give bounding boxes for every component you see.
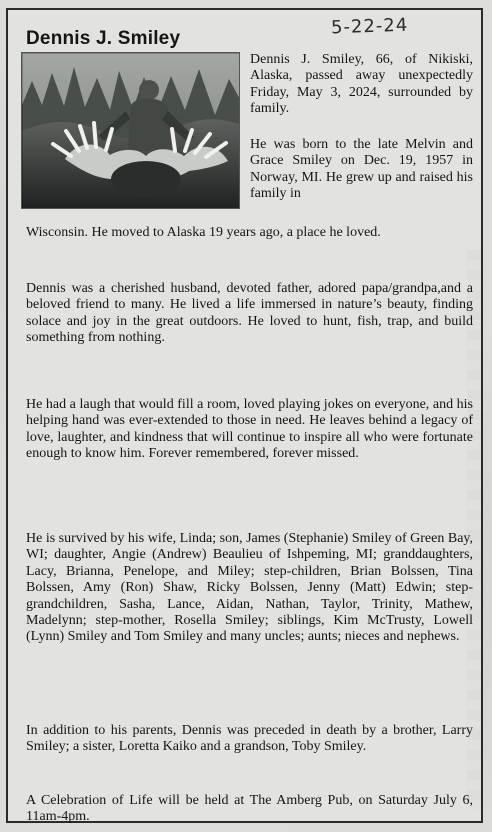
birth-paragraph-bottom: Wisconsin. He moved to Alaska 19 years ago, a place he loved. [26, 225, 381, 240]
laugh-paragraph: He had a laugh that would fill a room, loved playing jokes on everyone, and his helping hand was ever-extended to those in need. He leaves behind a legacy of love, laughter, and kindness that will continue to inspire all who were fortunate enough to know him. Forever remembered, forever missed. [26, 397, 473, 462]
celebration-paragraph: A Celebration of Life will be held at The Amberg Pub, on Saturday July 6, 11am-4pm. [26, 793, 473, 825]
survived-paragraph: He is survived by his wife, Linda; son, James (Stephanie) Smiley of Green Bay, WI; daughter, Angie (Andrew) Beaulieu of Ishpeming, MI; granddaughters, Lacy, Brianna, Penelope, and Miley; step-children, Brian Bolssen, Tina Bolssen, Amy (Ron) Shaw, Ricky Bolssen, Jenny (Matt) Edwin; step-grandchildren, Sasha, Lance, Aidan, Nathan, Taylor, Trinity, Mathew, Madelynn; step-mother, Rosella Smiley; siblings, Kim McTrusty, Lowell (Lynn) Smiley and Tom Smiley and many uncles; aunts; nieces and nephews. [26, 531, 474, 645]
obituary-title: Dennis J. Smiley [26, 28, 181, 49]
handwritten-date: 5-22-24 [330, 14, 409, 39]
hunting-photo-illustration [22, 53, 240, 209]
birth-paragraph-top: He was born to the late Melvin and Grace Smiley on Dec. 19, 1957 in Norway, MI. He grew up and raised his family in [250, 137, 473, 202]
intro-paragraph: Dennis J. Smiley, 66, of Nikiski, Alaska, passed away unexpectedly Friday, May 3, 2024, surrounded by family. [250, 52, 473, 117]
obituary-clipping [6, 8, 483, 823]
preceded-paragraph: In addition to his parents, Dennis was preceded in death by a brother, Larry Smiley; a sister, Loretta Kaiko and a grandson, Toby Smiley. [26, 723, 473, 755]
cherished-paragraph: Dennis was a cherished husband, devoted father, adored papa/grandpa,and a beloved friend to many. He lived a life immersed in nature’s beauty, finding solace and joy in the great outdoors. He loved to hunt, fish, trap, and build something from nothing. [26, 281, 473, 346]
obituary-photo [21, 52, 240, 209]
